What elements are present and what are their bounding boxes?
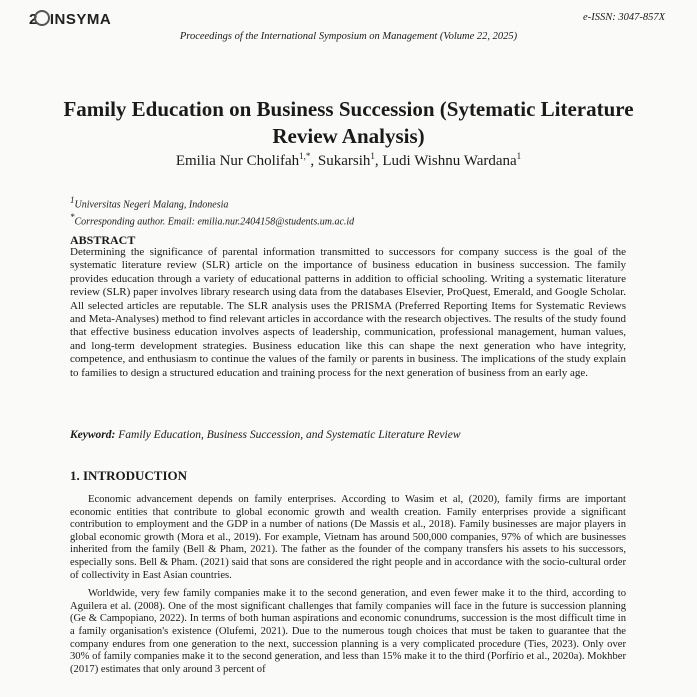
- keyword-label: Keyword:: [70, 429, 116, 441]
- author-name: Ludi Wishnu Wardana: [382, 153, 517, 169]
- issn-label: e-ISSN: 3047-857X: [583, 12, 665, 23]
- abstract-heading: ABSTRACT: [70, 233, 136, 247]
- proceedings-title: Proceedings of the International Symposium on Management (Volume 22, 2025): [179, 31, 518, 42]
- abstract-text: Determining the significance of parental information transmitted to successors for company success is the goal of the systematic literature review (SLR) article on the importance of business education in business succession. The family provides education through a variety of educational patterns in addition to official schooling. Writing a systematic literature review (SLR) paper involves library research using data from the databases Elsevier, ProQuest, Emerald, and Google Scholar. All selected articles are reputable. The SLR analysis uses the PRISMA (Preferred Reporting Items for Systematic Reviews and Meta-Analyses) method to find relevant articles in accordance with the research objectives. The results of the study found that effective business education involves aspects of leadership, communication, professional management, human values, and long-term development strategies. Business education like this can shape the next generation who have integrity, competence, and enthusiasm to continue the values of the family or parents in business. The implications of the study explain to families to design a structured education and training process for the next generation of business from an early age.: [70, 246, 626, 379]
- logo-ring-icon: [34, 10, 50, 26]
- affiliation-line: $^1$Universitas Negeri Malang, Indonesia: [70, 195, 229, 211]
- affiliations: [70, 194, 354, 229]
- corresponding-author: *Corresponding author. Email: emilia.nur.2404158@students.um.ac.id: [70, 212, 355, 228]
- introduction-body: [70, 494, 626, 682]
- author-name: Emilia Nur Cholifah: [175, 153, 300, 169]
- paper-title: Family Education on Business Succession (Sytematic Literature Review Analysis): [63, 97, 634, 148]
- paragraph: Economic advancement depends on family enterprises. According to Wasim et al, (2020), family firms are important economic entities that contribute to global economic growth and wealth creation. Family enterprises provide a significant contribution to employment and the GDP in a number of nations (De Massis et al., 2018). Family businesses are major players in global economic growth (Mora et al., 2019). For example, Vietnam has around 500,000 companies, 97% of which are businesses inherited from the family (Bell & Pham, 2021). The father as the founder of the company transfers his assets to his successors, especially sons. Bell & Pham. (2021) said that sons are considered the right people and in accordance with the socio-cultural order of collectivity in East Asian countries.: [70, 494, 626, 581]
- section-heading: 1. INTRODUCTION: [70, 468, 188, 483]
- author-list: Emilia Nur Cholifah$^{1,*}$, Sukarsih$^1$, Ludi Wishnu Wardana$^1$: [175, 151, 522, 169]
- keyword-list: Family Education, Business Succession, and Systematic Literature Review: [118, 429, 461, 441]
- insyma-logo: 2 INSYMA: [29, 11, 112, 28]
- paragraph: Worldwide, very few family companies make it to the second generation, and even fewer make it to the third, according to Aguilera et al. (2008). One of the most significant challenges that family companies will face in the future is succession planning (Ge & Campopiano, 2022). In terms of both human aspirations and economic conundrums, succession is the most difficult time in a family organisation's existence (Olufemi, 2021). Due to the numerous tough choices that must be taken to guarantee that the company endures from one generation to the next, succession planning is a very complicated procedure (Ties, 2023). Only over 30% of family companies make it to the second generation, and less than 15% make it to the third (Porfírio et al., 2020a). Mokhber (2017) estimates that only around 3 percent of: [70, 588, 626, 675]
- keywords-line: [70, 429, 461, 441]
- author-name: Sukarsih: [317, 153, 371, 169]
